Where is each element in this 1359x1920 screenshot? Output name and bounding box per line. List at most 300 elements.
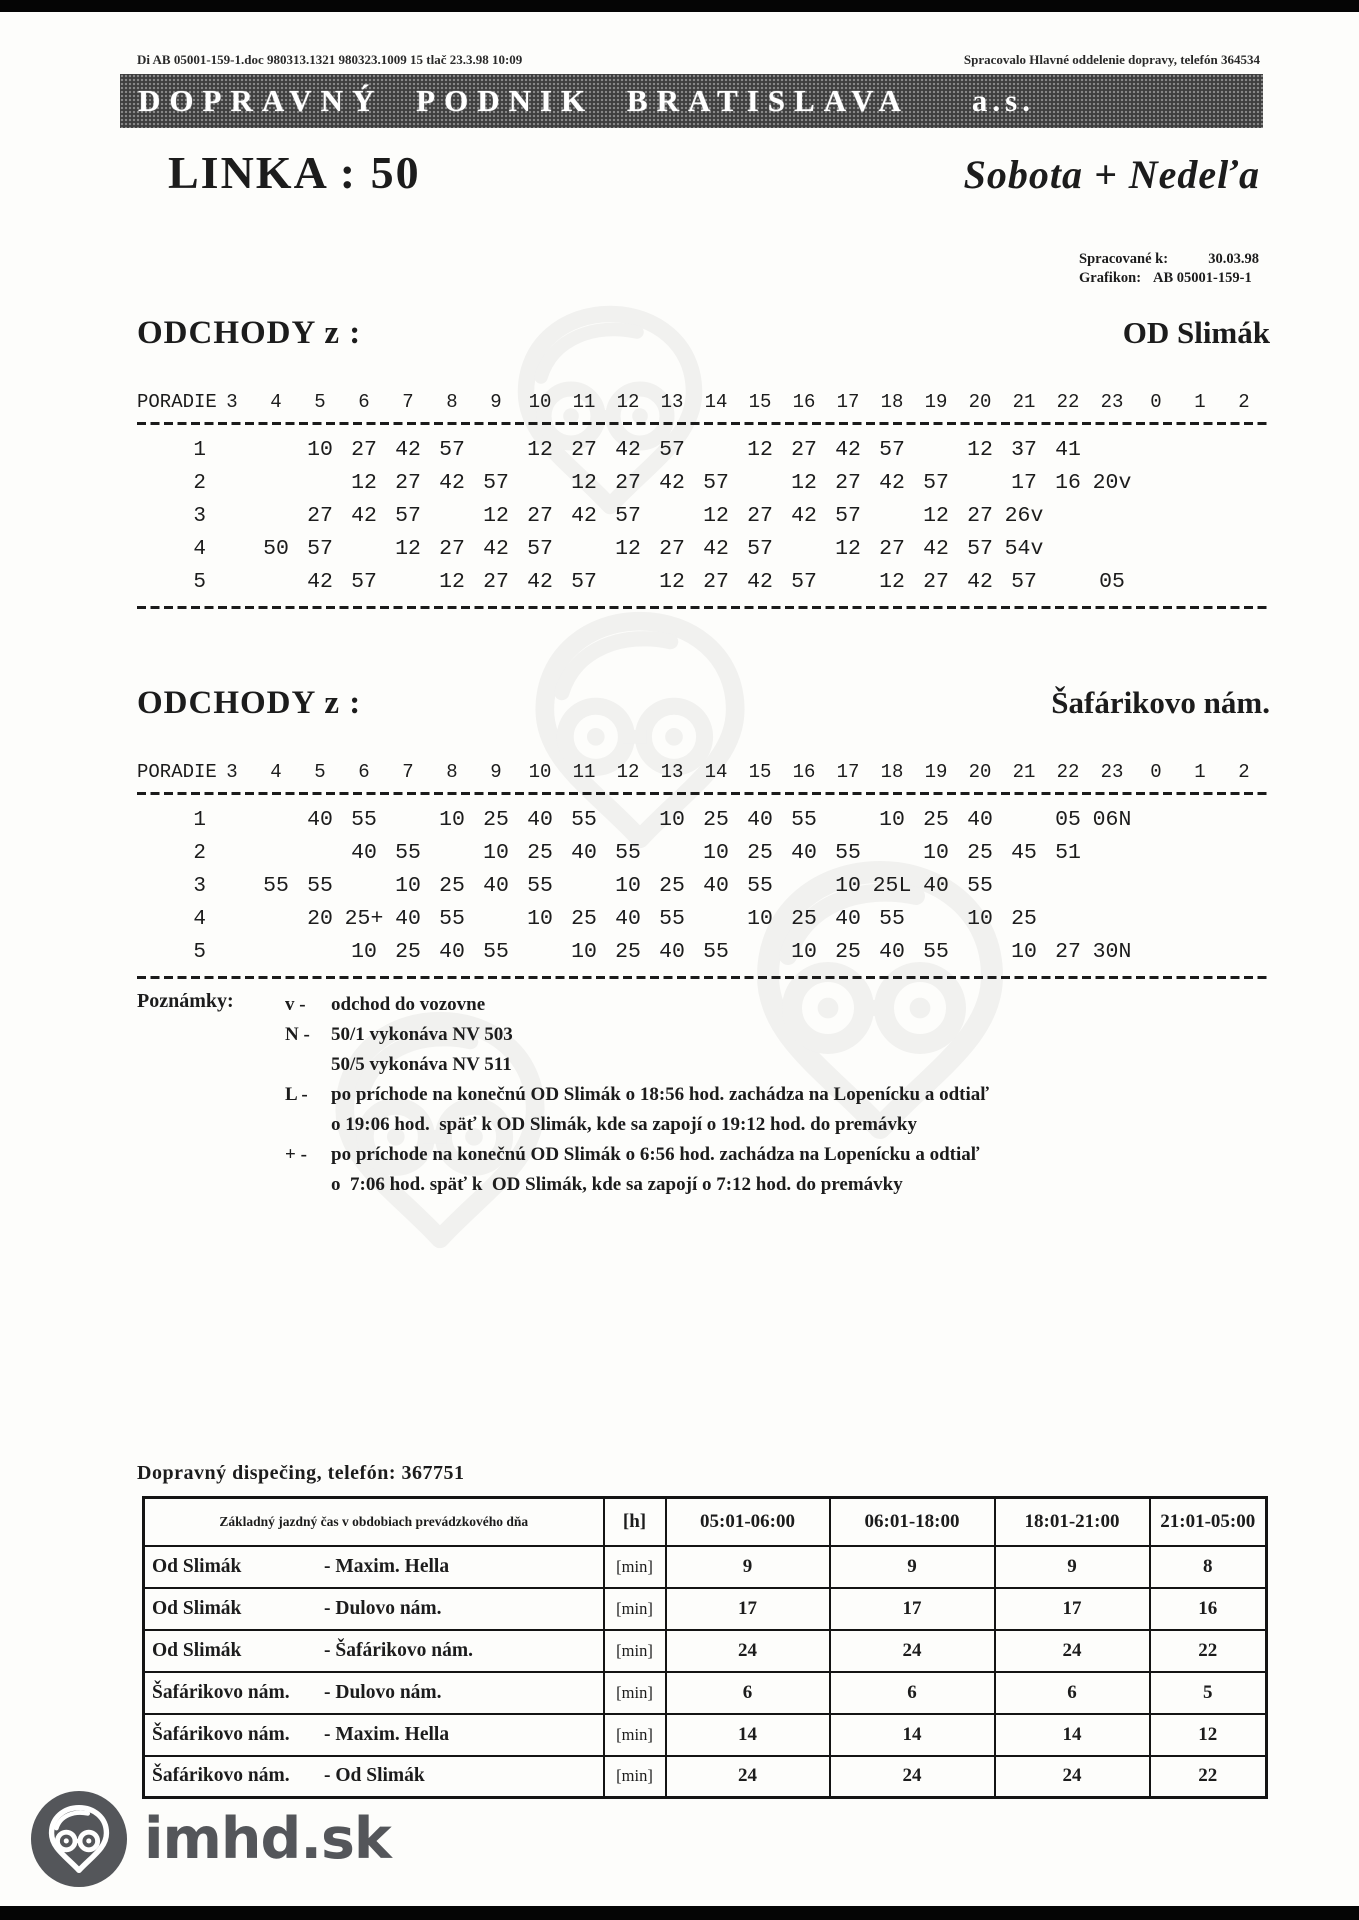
departure-minute-cell: 27 [395, 471, 421, 495]
departure-minute-cell: 57 [1011, 570, 1037, 594]
travel-minutes-cell: 14 [995, 1714, 1150, 1756]
departure-minute-cell [1134, 870, 1178, 903]
poradie-number: 2 [193, 472, 206, 495]
departure-minute-cell: 57 [307, 537, 333, 561]
departure-minute-cell [210, 533, 254, 566]
departure-minute-cell: 25 [571, 907, 597, 931]
departure-minute-cell: 57 [967, 537, 993, 561]
departure-minute-cell [870, 500, 914, 533]
departure-minute-cell: 25 [483, 808, 509, 832]
departure-minute-cell: 40 [615, 907, 641, 931]
travel-minutes-cell: 16 [1150, 1588, 1267, 1630]
terminus-name: Šafárikovo nám. [1051, 685, 1270, 720]
departure-minute-cell: 26v [1004, 504, 1044, 528]
departure-minute-cell: 25 [923, 808, 949, 832]
route-segment-cell [144, 1546, 604, 1588]
departure-minute-cell: 57 [923, 471, 949, 495]
departure-minute-cell: 50 [263, 537, 289, 561]
departure-minute-cell [1178, 533, 1222, 566]
note-line: o 7:06 hod. späť k OD Slimák, kde sa zapojí o 7:12 hod. do premávky [331, 1174, 903, 1195]
departure-minute-cell: 25 [835, 940, 861, 964]
departure-minute-cell [1222, 434, 1266, 467]
departure-minute-cell [1134, 500, 1178, 533]
departure-minute-cell: 10 [835, 874, 861, 898]
notes-block [137, 990, 1270, 1200]
departure-minute-cell: 10 [791, 940, 817, 964]
departure-minute-cell [210, 434, 254, 467]
departure-minute-cell [1134, 533, 1178, 566]
hour-label: 13 [660, 761, 684, 783]
departure-minute-cell: 57 [351, 570, 377, 594]
departure-minute-cell: 40 [747, 808, 773, 832]
route-segment [145, 1765, 603, 1787]
departure-minute-cell [1134, 566, 1178, 599]
travel-table-row [144, 1630, 1267, 1672]
dashed-separator [137, 422, 1270, 425]
departure-minute-cell: 12 [439, 570, 465, 594]
poradie-number: 4 [193, 538, 206, 561]
poradie-number: 5 [193, 941, 206, 964]
segment-to: - Šafárikovo nám. [324, 1639, 473, 1661]
departure-minute-cell [738, 936, 782, 969]
travel-desc-header: Základný jazdný čas v obdobiach prevádzkového dňa [144, 1498, 604, 1546]
segment-to: - Dulovo nám. [324, 1597, 442, 1619]
travel-minutes-cell: 24 [995, 1756, 1150, 1798]
departure-minute-cell: 12 [791, 471, 817, 495]
travel-unit-header: [h] [604, 1498, 666, 1546]
departure-minute-cell: 55 [571, 808, 597, 832]
departure-minute-cell [1222, 804, 1266, 837]
departure-minute-cell: 17 [1011, 471, 1037, 495]
note-line: 50/5 vykonáva NV 511 [331, 1054, 512, 1075]
departure-minute-cell: 10 [1011, 940, 1037, 964]
document-meta-line [137, 52, 1260, 68]
hour-label: 1 [1194, 391, 1206, 413]
departure-minute-cell [210, 467, 254, 500]
departure-minute-cell: 40 [703, 874, 729, 898]
departure-minute-cell [1090, 837, 1134, 870]
departure-minute-cell: 27 [615, 471, 641, 495]
dashed-separator [137, 976, 1270, 979]
departure-minute-cell: 42 [483, 537, 509, 561]
processed-info-block [1079, 250, 1259, 288]
unit-cell: [min] [604, 1672, 666, 1714]
departure-minute-cell: 42 [747, 570, 773, 594]
departure-minute-cell: 55 [879, 907, 905, 931]
travel-minutes-cell: 24 [995, 1630, 1150, 1672]
grafikon-label: Grafikon: [1079, 270, 1142, 286]
departure-minute-cell [1046, 566, 1090, 599]
departure-minute-cell: 55 [835, 841, 861, 865]
departure-minute-cell [1090, 434, 1134, 467]
departure-minute-cell: 10 [483, 841, 509, 865]
departure-minute-cell [210, 936, 254, 969]
departure-minute-cell [210, 870, 254, 903]
route-segment [145, 1640, 603, 1662]
travel-table-header-row [144, 1498, 1267, 1546]
departure-minute-cell [254, 804, 298, 837]
hour-label: 0 [1150, 391, 1162, 413]
processed-label: Spracované k: [1079, 251, 1169, 267]
departure-minute-cell: 27 [483, 570, 509, 594]
departure-minute-cell: 27 [659, 537, 685, 561]
time-range-header: 18:01-21:00 [995, 1498, 1150, 1546]
poradie-number: 2 [193, 842, 206, 865]
segment-from: Šafárikovo nám. [152, 1681, 290, 1703]
departure-minute-cell: 42 [879, 471, 905, 495]
poradie-number: 1 [193, 439, 206, 462]
departure-minute-cell: 42 [791, 504, 817, 528]
departure-minute-cell: 10 [395, 874, 421, 898]
departure-minute-cell [254, 566, 298, 599]
departure-minute-cell: 25 [395, 940, 421, 964]
departure-minute-cell [1134, 837, 1178, 870]
segment-to: - Maxim. Hella [324, 1555, 450, 1577]
departure-minute-cell [1046, 500, 1090, 533]
departure-minute-cell: 25 [659, 874, 685, 898]
notes-heading: Poznámky: [137, 990, 234, 1012]
departure-minute-cell: 12 [747, 438, 773, 462]
segment-from: Od Slimák [152, 1555, 242, 1577]
travel-minutes-cell: 17 [830, 1588, 995, 1630]
departure-minute-cell: 27 [967, 504, 993, 528]
departure-minute-cell [914, 903, 958, 936]
departure-minute-cell: 42 [615, 438, 641, 462]
departure-minute-cell [958, 467, 1002, 500]
hour-label: 17 [836, 391, 860, 413]
note-text [331, 1080, 989, 1140]
departure-minute-cell: 12 [923, 504, 949, 528]
unit-cell: [min] [604, 1714, 666, 1756]
travel-minutes-cell: 24 [830, 1756, 995, 1798]
departure-minute-cell: 25 [439, 874, 465, 898]
departure-minute-cell [386, 804, 430, 837]
hour-label: 6 [358, 761, 370, 783]
departure-minute-cell: 57 [439, 438, 465, 462]
departure-minute-cell [518, 467, 562, 500]
company-name: DOPRAVNÝ PODNIK BRATISLAVA [138, 83, 910, 118]
departure-minute-cell: 10 [615, 874, 641, 898]
poradie-number: 3 [193, 505, 206, 528]
timetable-row [137, 903, 1270, 936]
departure-minute-cell: 27 [307, 504, 333, 528]
departure-minute-cell: 42 [439, 471, 465, 495]
departure-minute-cell: 42 [571, 504, 597, 528]
departure-minute-cell: 57 [527, 537, 553, 561]
segment-to: - Dulovo nám. [324, 1681, 442, 1703]
departure-minute-cell: 30N [1092, 940, 1132, 964]
hours-header-row [137, 759, 1270, 785]
title-row [168, 146, 1260, 199]
hour-label: 9 [490, 761, 502, 783]
departure-minute-cell [430, 500, 474, 533]
departure-minute-cell: 27 [747, 504, 773, 528]
departure-minute-cell: 06N [1092, 808, 1132, 832]
imhd-logo-text: imhd.sk [144, 1806, 391, 1872]
scan-edge-top [0, 0, 1359, 12]
departure-minute-cell [210, 804, 254, 837]
company-banner-text [138, 83, 1035, 119]
departure-minute-cell: 55 [791, 808, 817, 832]
departure-minute-cell: 10 [571, 940, 597, 964]
departure-minute-cell: 12 [571, 471, 597, 495]
departure-minute-cell: 42 [395, 438, 421, 462]
departure-minute-cell: 12 [967, 438, 993, 462]
hour-label: 10 [528, 391, 552, 413]
departure-minute-cell: 05 [1099, 570, 1125, 594]
departure-minute-cell [606, 566, 650, 599]
departure-minute-cell [1178, 903, 1222, 936]
departure-minute-cell [870, 837, 914, 870]
departure-minute-cell: 10 [879, 808, 905, 832]
timetable-row [137, 837, 1270, 870]
note-line: po príchode na konečnú OD Slimák o 6:56 hod. zachádza na Lopenícku a odtiaľ [331, 1144, 980, 1165]
departure-minute-cell: 12 [835, 537, 861, 561]
departure-minute-cell: 12 [659, 570, 685, 594]
hour-label: 5 [314, 391, 326, 413]
hour-label: 22 [1056, 391, 1080, 413]
travel-minutes-cell: 14 [666, 1714, 830, 1756]
departure-minute-cell: 55 [747, 874, 773, 898]
departure-minute-cell [694, 903, 738, 936]
route-segment [145, 1724, 603, 1746]
departure-minute-cell: 55 [307, 874, 333, 898]
hour-label: 21 [1012, 761, 1036, 783]
hour-label: 8 [446, 391, 458, 413]
departure-minute-cell: 27 [923, 570, 949, 594]
departure-minute-cell: 57 [835, 504, 861, 528]
unit-cell: [min] [604, 1588, 666, 1630]
segment-to: - Od Slimák [324, 1765, 425, 1787]
segment-from: Šafárikovo nám. [152, 1765, 290, 1787]
departure-minute-cell: 57 [879, 438, 905, 462]
departure-minute-cell [342, 533, 386, 566]
departure-minute-cell: 10 [747, 907, 773, 931]
hour-label: 3 [226, 761, 238, 783]
departure-minute-cell [1178, 434, 1222, 467]
travel-minutes-cell: 6 [995, 1672, 1150, 1714]
departure-minute-cell [562, 533, 606, 566]
departure-minute-cell [210, 903, 254, 936]
hour-label: 4 [270, 761, 282, 783]
departure-minute-cell: 40 [307, 808, 333, 832]
departure-minute-cell [1134, 903, 1178, 936]
departure-minute-cell [1178, 936, 1222, 969]
segment-from: Od Slimák [152, 1639, 242, 1661]
departure-minute-cell [826, 566, 870, 599]
hour-label: 20 [968, 391, 992, 413]
segment-from: Šafárikovo nám. [152, 1723, 290, 1745]
departure-minute-cell: 57 [395, 504, 421, 528]
departure-minute-cell [694, 434, 738, 467]
hour-label: 1 [1194, 761, 1206, 783]
departure-minute-cell [826, 804, 870, 837]
departure-minute-cell [298, 837, 342, 870]
hours-header-row [137, 389, 1270, 415]
segment-from: Od Slimák [152, 1597, 242, 1619]
hour-label: 22 [1056, 761, 1080, 783]
departure-minute-cell [1090, 533, 1134, 566]
departure-minute-cell [1178, 566, 1222, 599]
departure-minute-cell: 12 [615, 537, 641, 561]
departure-minute-cell [1134, 434, 1178, 467]
hour-label: 5 [314, 761, 326, 783]
departure-minute-cell: 40 [835, 907, 861, 931]
departure-minute-cell: 51 [1055, 841, 1081, 865]
unit-cell: [min] [604, 1630, 666, 1672]
departure-minute-cell [210, 500, 254, 533]
hour-label: 11 [572, 761, 596, 783]
departure-minute-cell: 40 [527, 808, 553, 832]
departure-minute-cell: 05 [1055, 808, 1081, 832]
route-segment-cell [144, 1672, 604, 1714]
route-segment [145, 1682, 603, 1704]
hour-label: 6 [358, 391, 370, 413]
dashed-separator [137, 792, 1270, 795]
departure-minute-cell [342, 870, 386, 903]
departure-minute-cell: 27 [791, 438, 817, 462]
hour-label: 8 [446, 761, 458, 783]
timetable-row [137, 804, 1270, 837]
departure-minute-cell: 40 [791, 841, 817, 865]
departure-minute-cell: 55 [659, 907, 685, 931]
grafikon-id: AB 05001-159-1 [1153, 270, 1252, 286]
departure-minute-cell: 25 [703, 808, 729, 832]
route-segment-cell [144, 1630, 604, 1672]
departure-minute-cell: 25L [872, 874, 912, 898]
departure-minute-cell: 25+ [344, 907, 384, 931]
travel-table-row [144, 1672, 1267, 1714]
departure-minute-cell [958, 936, 1002, 969]
time-range-header: 05:01-06:00 [666, 1498, 830, 1546]
departure-minute-cell: 57 [571, 570, 597, 594]
departure-minute-cell [1222, 870, 1266, 903]
departure-minute-cell [914, 434, 958, 467]
departure-minute-cell [606, 804, 650, 837]
departure-minute-cell [1046, 903, 1090, 936]
route-segment [145, 1598, 603, 1620]
hour-label: 2 [1238, 391, 1250, 413]
departure-minute-cell: 27 [879, 537, 905, 561]
departures-heading: ODCHODY z : [137, 315, 362, 351]
hour-label: 20 [968, 761, 992, 783]
departure-minute-cell [738, 467, 782, 500]
processed-date: 30.03.98 [1208, 251, 1259, 267]
departure-minute-cell: 12 [703, 504, 729, 528]
departure-minute-cell [562, 870, 606, 903]
poradie-label: PORADIE [137, 761, 217, 783]
departure-minute-cell: 42 [307, 570, 333, 594]
timetable-row [137, 533, 1270, 566]
note-symbol: L - [285, 1084, 308, 1105]
departure-minute-cell: 55 [527, 874, 553, 898]
departure-minute-cell [1090, 500, 1134, 533]
departure-minute-cell: 40 [659, 940, 685, 964]
travel-minutes-cell: 24 [666, 1756, 830, 1798]
note-line: po príchode na konečnú OD Slimák o 18:56 hod. zachádza na Lopenícku a odtiaľ [331, 1084, 990, 1105]
departure-minute-cell: 42 [967, 570, 993, 594]
timetable-row [137, 566, 1270, 599]
travel-minutes-cell: 24 [666, 1630, 830, 1672]
departure-minute-cell [254, 837, 298, 870]
dispatch-phone-line: Dopravný dispečing, telefón: 367751 [137, 1462, 465, 1484]
departure-minute-cell: 37 [1011, 438, 1037, 462]
departure-minute-cell: 12 [879, 570, 905, 594]
travel-minutes-cell: 24 [830, 1630, 995, 1672]
departure-minute-cell [1222, 500, 1266, 533]
poradie-number: 1 [193, 809, 206, 832]
departure-minute-cell: 20 [307, 907, 333, 931]
scan-edge-bottom [0, 1906, 1359, 1920]
departure-minute-cell [1222, 566, 1266, 599]
dashed-separator [137, 606, 1270, 609]
departure-minute-cell: 27 [1055, 940, 1081, 964]
hour-label: 14 [704, 761, 728, 783]
note-text [331, 1140, 980, 1200]
departure-minute-cell: 57 [747, 537, 773, 561]
departure-minute-cell: 25 [1011, 907, 1037, 931]
hour-label: 19 [924, 761, 948, 783]
departure-minute-cell [1222, 467, 1266, 500]
departure-minute-cell: 57 [483, 471, 509, 495]
travel-minutes-cell: 6 [830, 1672, 995, 1714]
departure-minute-cell [782, 870, 826, 903]
hour-label: 2 [1238, 761, 1250, 783]
hour-label: 21 [1012, 391, 1036, 413]
departure-minute-cell: 55 [615, 841, 641, 865]
departure-minute-cell: 25 [747, 841, 773, 865]
departure-minute-cell: 27 [527, 504, 553, 528]
departure-minute-cell [1046, 870, 1090, 903]
departure-minute-cell: 42 [923, 537, 949, 561]
note-line: odchod do vozovne [331, 994, 486, 1015]
departure-minute-cell [1002, 804, 1046, 837]
departure-minute-cell: 25 [791, 907, 817, 931]
hour-label: 12 [616, 761, 640, 783]
departure-minute-cell [1134, 467, 1178, 500]
departure-minute-cell: 57 [791, 570, 817, 594]
departure-minute-cell: 12 [483, 504, 509, 528]
terminus-name: OD Slimák [1122, 315, 1270, 350]
departure-minute-cell: 55 [395, 841, 421, 865]
company-banner [120, 74, 1263, 128]
timetable-row [137, 870, 1270, 903]
travel-table-row [144, 1588, 1267, 1630]
departure-minute-cell: 12 [351, 471, 377, 495]
departure-minute-cell [474, 903, 518, 936]
unit-cell: [min] [604, 1756, 666, 1798]
note-line: o 19:06 hod. späť k OD Slimák, kde sa zapojí o 19:12 hod. do premávky [331, 1114, 917, 1135]
departures-section-safarikovo-nam [137, 685, 1270, 988]
departure-minute-cell: 42 [527, 570, 553, 594]
timetable-row [137, 467, 1270, 500]
departure-minute-cell [650, 500, 694, 533]
departure-minute-cell [1046, 533, 1090, 566]
time-range-header: 06:01-18:00 [830, 1498, 995, 1546]
segment-to: - Maxim. Hella [324, 1723, 450, 1745]
hour-label: 18 [880, 391, 904, 413]
hour-label: 0 [1150, 761, 1162, 783]
poradie-number: 3 [193, 875, 206, 898]
departure-minute-cell: 55 [923, 940, 949, 964]
departure-minute-cell: 42 [703, 537, 729, 561]
departure-minute-cell [1134, 804, 1178, 837]
departure-minute-cell: 27 [703, 570, 729, 594]
departure-minute-cell [254, 936, 298, 969]
departure-minute-cell: 10 [923, 841, 949, 865]
imhd-pin-icon [30, 1790, 128, 1888]
travel-minutes-cell: 9 [666, 1546, 830, 1588]
